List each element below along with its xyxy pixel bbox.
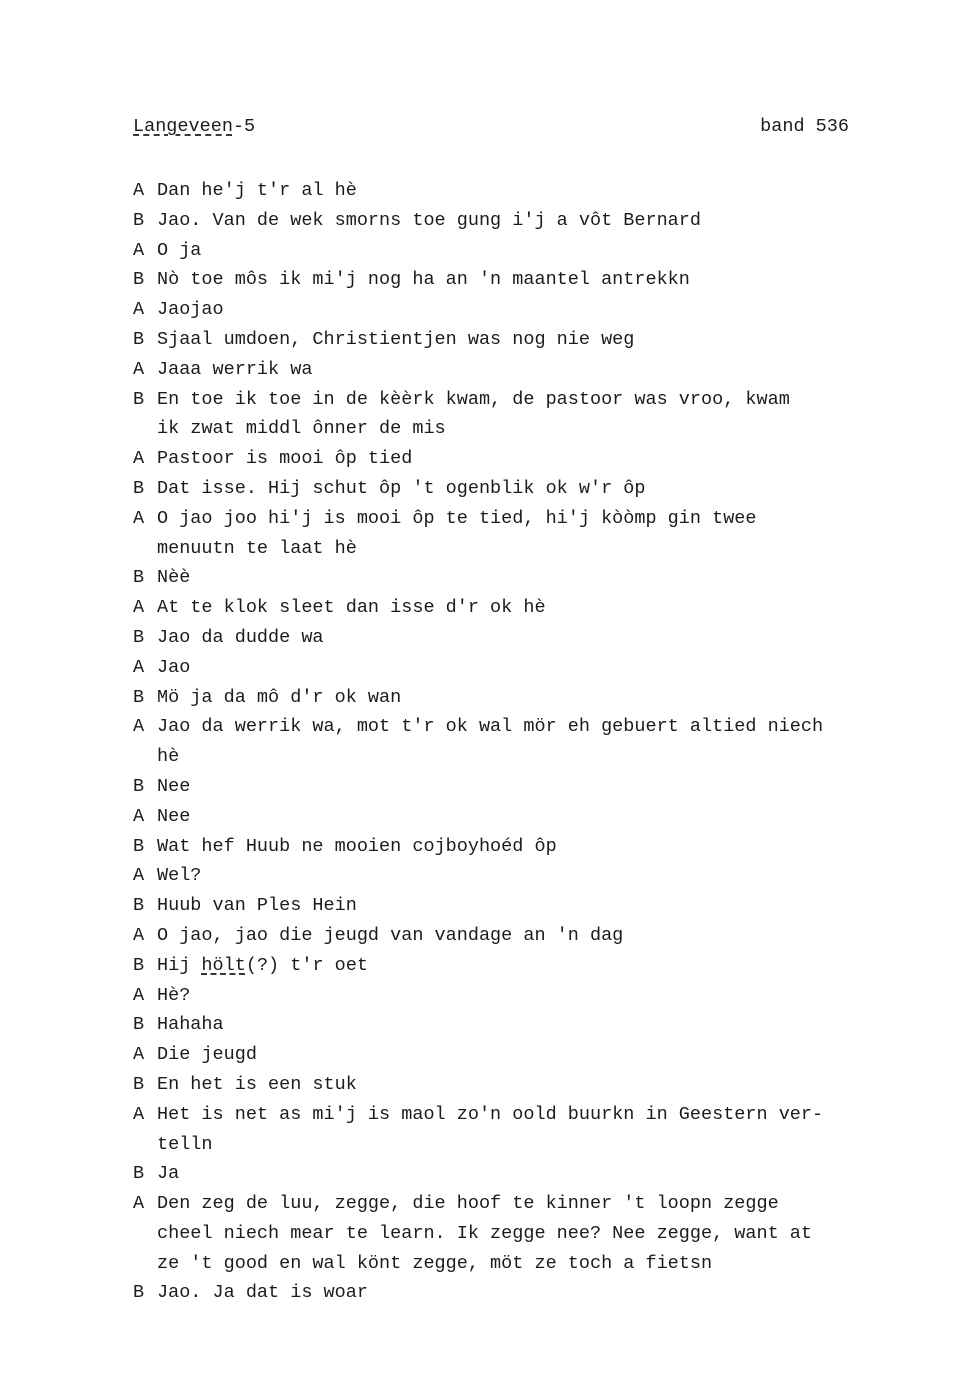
utterance-text: Nee [157,775,191,797]
transcript-line [133,385,903,415]
utterance-text: Nèè [157,567,191,589]
transcript-line [133,593,903,623]
speaker-label: A [133,984,145,1006]
utterance-text: Jao da werrik wa, mot t'r ok wal mör eh gebuert altied niech [157,716,824,738]
transcript-continuation-line [133,414,903,444]
speaker-label: A [133,1044,145,1066]
utterance-text: Pastoor is mooi ôp tied [157,448,413,470]
speaker-label: B [133,1163,145,1185]
speaker-label: A [133,597,145,619]
speaker-label [133,1130,157,1160]
speaker-label [133,414,157,444]
utterance-text: ik zwat middl ônner de mis [157,418,446,440]
utterance-text: Dan he'j t'r al hè [157,180,357,201]
transcript-line [133,951,903,981]
transcript-line [133,295,903,325]
page-title [133,116,255,137]
speaker-label: A [133,448,145,470]
speaker-label: B [133,328,145,350]
utterance-text: Nò toe môs ik mi'j nog ha an 'n maantel antrekkn [157,269,690,291]
utterance-text: cheel niech mear te learn. Ik zegge nee? Nee zegge, want at [157,1222,813,1244]
transcript-line [133,683,903,713]
utterance-text: Dat isse. Hij schut ôp 't ogenblik ok w'r ôp [157,477,646,499]
transcript-line [133,1159,903,1189]
transcript-line [133,325,903,355]
utterance-text: Den zeg de luu, zegge, die hoof te kinner 't loopn zegge [157,1193,779,1215]
utterance-text: En toe ik toe in de kèèrk kwam, de pastoor was vroo, kwam [157,388,790,410]
transcript-line [133,265,903,295]
speaker-label: A [133,805,145,827]
speaker-label: B [133,269,145,291]
utterance-text: Hahaha [157,1014,224,1036]
transcript-line [133,206,903,236]
title-name: Langeveen [133,116,233,137]
utterance-text: Jao da dudde wa [157,626,324,648]
utterance-text: Hè? [157,984,191,1006]
transcript-line [133,1010,903,1040]
transcript-line [133,1070,903,1100]
transcript-line [133,236,903,266]
band-number: band 536 [760,116,849,137]
utterance-text: hè [157,746,180,768]
speaker-label [133,1219,157,1249]
utterance-text: Jao. Van de wek smorns toe gung i'j a vôt Bernard [157,209,701,231]
speaker-label: B [133,835,145,857]
transcript-line [133,1189,903,1219]
transcript-line [133,772,903,802]
speaker-label: A [133,656,145,678]
utterance-text: Mö ja da mô d'r ok wan [157,686,402,708]
transcript-line [133,712,903,742]
transcript-continuation-line [133,1249,903,1279]
utterance-text [157,951,903,981]
speaker-label: B [133,1073,145,1095]
speaker-label: A [133,1193,145,1215]
utterance-text-part: Hij [157,954,202,976]
utterance-text: Jaojao [157,299,224,321]
utterance-text: Jaaa werrik wa [157,358,313,380]
utterance-text: Het is net as mi'j is maol zo'n oold buurkn in Geestern ver- [157,1103,824,1125]
transcript-line [133,176,903,206]
underlined-word: hölt [201,954,246,976]
speaker-label: A [133,507,145,529]
transcript-line [133,861,903,891]
speaker-label: B [133,1282,145,1304]
transcript-line [133,1278,903,1308]
utterance-text: Wel? [157,865,202,887]
utterance-text: Jao. Ja dat is woar [157,1282,368,1304]
speaker-label: B [133,775,145,797]
speaker-label: A [133,924,145,946]
transcript-line [133,444,903,474]
speaker-label: B [133,626,145,648]
transcript-continuation-line [133,1130,903,1160]
transcript-line [133,921,903,951]
speaker-label: B [133,477,145,499]
transcript-line [133,355,903,385]
transcript-line [133,504,903,534]
transcript-line [133,653,903,683]
utterance-text: Sjaal umdoen, Christientjen was nog nie weg [157,328,635,350]
page-header [133,116,849,142]
speaker-label: B [133,686,145,708]
utterance-text: Huub van Ples Hein [157,895,357,917]
utterance-text: Ja [157,1163,180,1185]
utterance-text: Die jeugd [157,1044,257,1066]
speaker-label: B [133,895,145,917]
utterance-text: Jao [157,656,191,678]
transcript-body [133,176,903,1308]
transcript-line [133,623,903,653]
speaker-label: A [133,239,145,261]
speaker-label: A [133,716,145,738]
utterance-text: At te klok sleet dan isse d'r ok hè [157,597,546,619]
utterance-text: Wat hef Huub ne mooien cojboyhoéd ôp [157,835,557,857]
speaker-label [133,742,157,772]
speaker-label: B [133,209,145,231]
utterance-text: Nee [157,805,191,827]
speaker-label [133,1249,157,1279]
title-suffix: -5 [232,116,256,137]
speaker-label: A [133,358,145,380]
transcript-line [133,981,903,1011]
transcript-line [133,474,903,504]
speaker-label: B [133,954,145,976]
utterance-text-part: (?) t'r oet [245,954,368,976]
speaker-label [133,534,157,564]
speaker-label: B [133,567,145,589]
utterance-text: ze 't good en wal könt zegge, möt ze toch a fietsn [157,1252,713,1274]
speaker-label: B [133,388,145,410]
speaker-label: A [133,299,145,321]
utterance-text: menuutn te laat hè [157,537,357,559]
transcript-continuation-line [133,742,903,772]
utterance-text: En het is een stuk [157,1073,357,1095]
transcript-line [133,1040,903,1070]
transcript-continuation-line [133,534,903,564]
transcript-continuation-line [133,1219,903,1249]
utterance-text: O jao joo hi'j is mooi ôp te tied, hi'j kòòmp gin twee [157,507,757,529]
speaker-label: A [133,180,145,201]
speaker-label: A [133,1103,145,1125]
speaker-label: B [133,1014,145,1036]
utterance-text: O ja [157,239,202,261]
utterance-text: O jao, jao die jeugd van vandage an 'n dag [157,924,624,946]
transcript-line [133,563,903,593]
transcript-line [133,802,903,832]
transcript-line [133,1100,903,1130]
utterance-text: telln [157,1133,213,1155]
transcript-line [133,832,903,862]
speaker-label: A [133,865,145,887]
transcript-line [133,891,903,921]
